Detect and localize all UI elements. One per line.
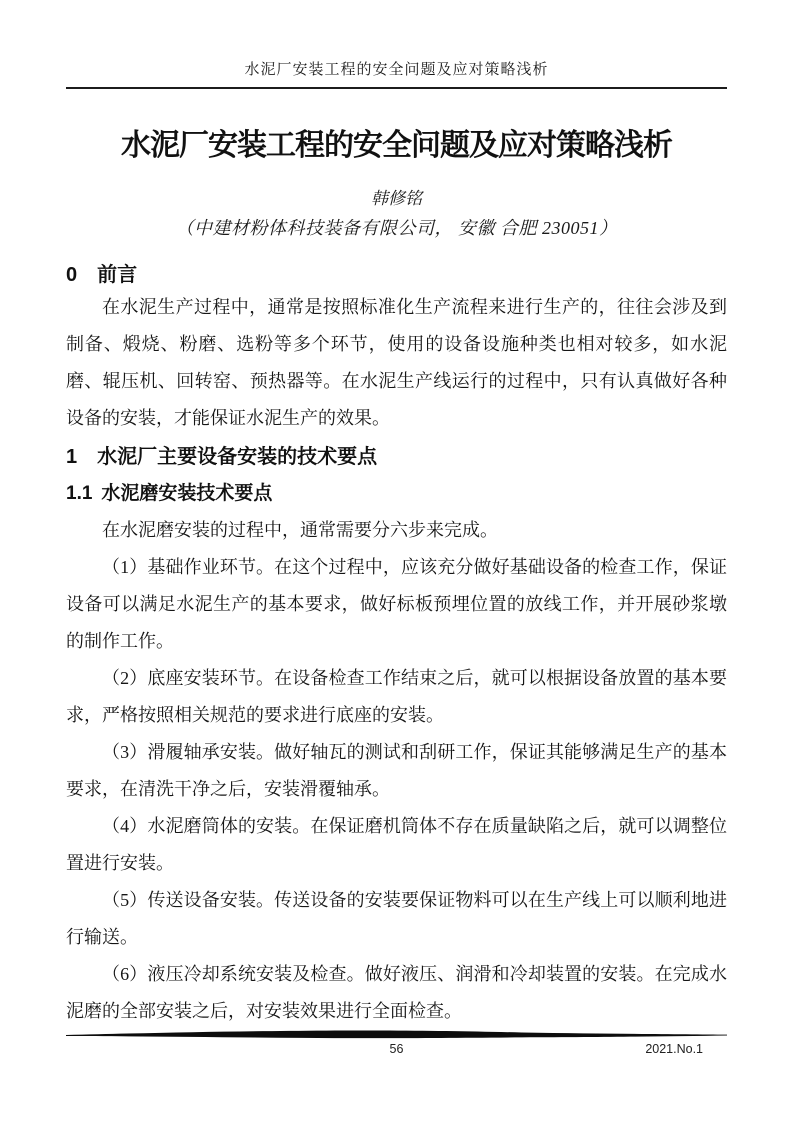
- running-head-title: 水泥厂安装工程的安全问题及应对策略浅析: [244, 62, 549, 78]
- paragraph-step-1: （1）基础作业环节。在这个过程中，应该充分做好基础设备的检查工作，保证设备可以满足水泥生产的基本要求，做好标板预埋位置的放线工作，并开展砂浆墩的制作工作。: [66, 557, 727, 651]
- section-heading-1: [66, 443, 727, 471]
- section-number: 0: [66, 264, 78, 286]
- paragraph-intro: 在水泥磨安装的过程中，通常需要分六步来完成。: [102, 520, 498, 540]
- subsection-number: 1.1: [66, 483, 93, 504]
- article-title: 水泥厂安装工程的安全问题及应对策略浅析: [121, 129, 672, 162]
- section-title: 水泥厂主要设备安装的技术要点: [97, 446, 378, 468]
- section-title: 前言: [97, 264, 138, 286]
- page-content: [66, 0, 727, 1030]
- subsection-heading-1-1: [66, 481, 727, 506]
- paragraph-step-6: （6）液压冷却系统安装及检查。做好液压、润滑和冷却装置的安装。在完成水泥磨的全部安装之后，对安装效果进行全面检查。: [66, 964, 727, 1021]
- paragraph-foreword: 在水泥生产过程中，通常是按照标准化生产流程来进行生产的，往往会涉及到制备、煅烧、粉磨、选粉等多个环节，使用的设备设施种类也相对较多，如水泥磨、辊压机、回转窑、预热器等。在水泥生产线运行的过程中，只有认真做好各种设备的安装，才能保证水泥生产的效果。: [66, 297, 727, 428]
- issue-label: 2021.No.1: [645, 1042, 703, 1056]
- page-number: 56: [389, 1042, 404, 1056]
- footer-meta-row: [66, 1041, 727, 1057]
- section-heading-0: [66, 261, 727, 289]
- footer-rule-ornament: [66, 1028, 727, 1040]
- paragraph-step-2: （2）底座安装环节。在设备检查工作结束之后，就可以根据设备放置的基本要求，严格按照相关规范的要求进行底座的安装。: [66, 668, 727, 725]
- running-head: [66, 0, 727, 89]
- section-number: 1: [66, 446, 78, 468]
- author-name: 韩修铭: [371, 189, 422, 208]
- author-affiliation: （中建材粉体科技装备有限公司， 安徽 合肥 230051）: [175, 218, 618, 238]
- paragraph-step-4: （4）水泥磨筒体的安装。在保证磨机筒体不存在质量缺陷之后，就可以调整位置进行安装。: [66, 816, 727, 873]
- paragraph-step-3: （3）滑履轴承安装。做好轴瓦的测试和刮研工作，保证其能够满足生产的基本要求，在清洗干净之后，安装滑覆轴承。: [66, 742, 727, 799]
- subsection-title: 水泥磨安装技术要点: [101, 483, 273, 504]
- paragraph-step-5: （5）传送设备安装。传送设备的安装要保证物料可以在生产线上可以顺利地进行输送。: [66, 890, 727, 947]
- page-footer: [66, 1028, 727, 1057]
